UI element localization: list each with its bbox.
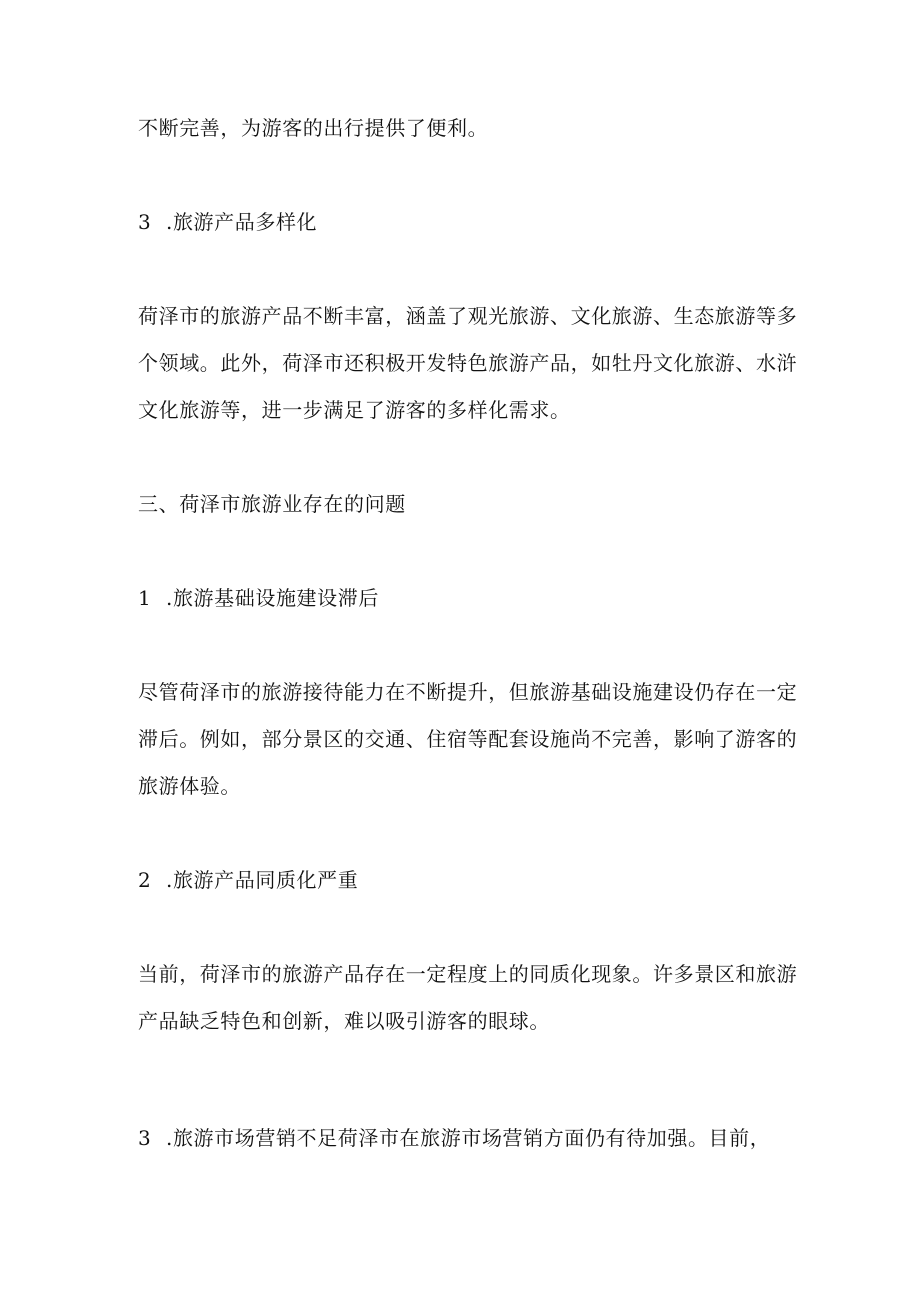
paragraph-homogenization: 当前，荷泽市的旅游产品存在一定程度上的同质化现象。许多景区和旅游产品缺乏特色和创新，难以吸引游客的眼球。 [138,962,798,1033]
paragraph-continuation: 不断完善，为游客的出行提供了便利。 [138,116,489,140]
subheading-number: 2 [138,868,152,892]
subheading-infrastructure-lagging [138,575,798,622]
subheading-title: .旅游市场营销不足荷泽市在旅游市场营销方面仍有待加强。目前， [166,1126,771,1150]
subheading-number: 1 [138,586,152,610]
subheading-number: 3 [138,210,152,234]
subheading-title: .旅游产品同质化严重 [166,868,359,892]
subheading-tourism-product-diversification [138,199,798,246]
subheading-product-homogenization [138,857,798,904]
subheading-title: .旅游基础设施建设滞后 [166,586,379,610]
subheading-number: 3 [138,1126,152,1150]
section-heading-problems: 三、荷泽市旅游业存在的问题 [138,492,406,516]
subheading-marketing-insufficient [138,1115,798,1162]
paragraph-tourism-products: 荷泽市的旅游产品不断丰富，涵盖了观光旅游、文化旅游、生态旅游等多个领域。此外，荷泽市还积极开发特色旅游产品，如牡丹文化旅游、水浒文化旅游等，进一步满足了游客的多样化需求。 [138,304,798,422]
subheading-title: .旅游产品多样化 [166,210,318,234]
paragraph-infrastructure: 尽管荷泽市的旅游接待能力在不断提升，但旅游基础设施建设仍存在一定滞后。例如，部分景区的交通、住宿等配套设施尚不完善，影响了游客的旅游体验。 [138,680,798,798]
